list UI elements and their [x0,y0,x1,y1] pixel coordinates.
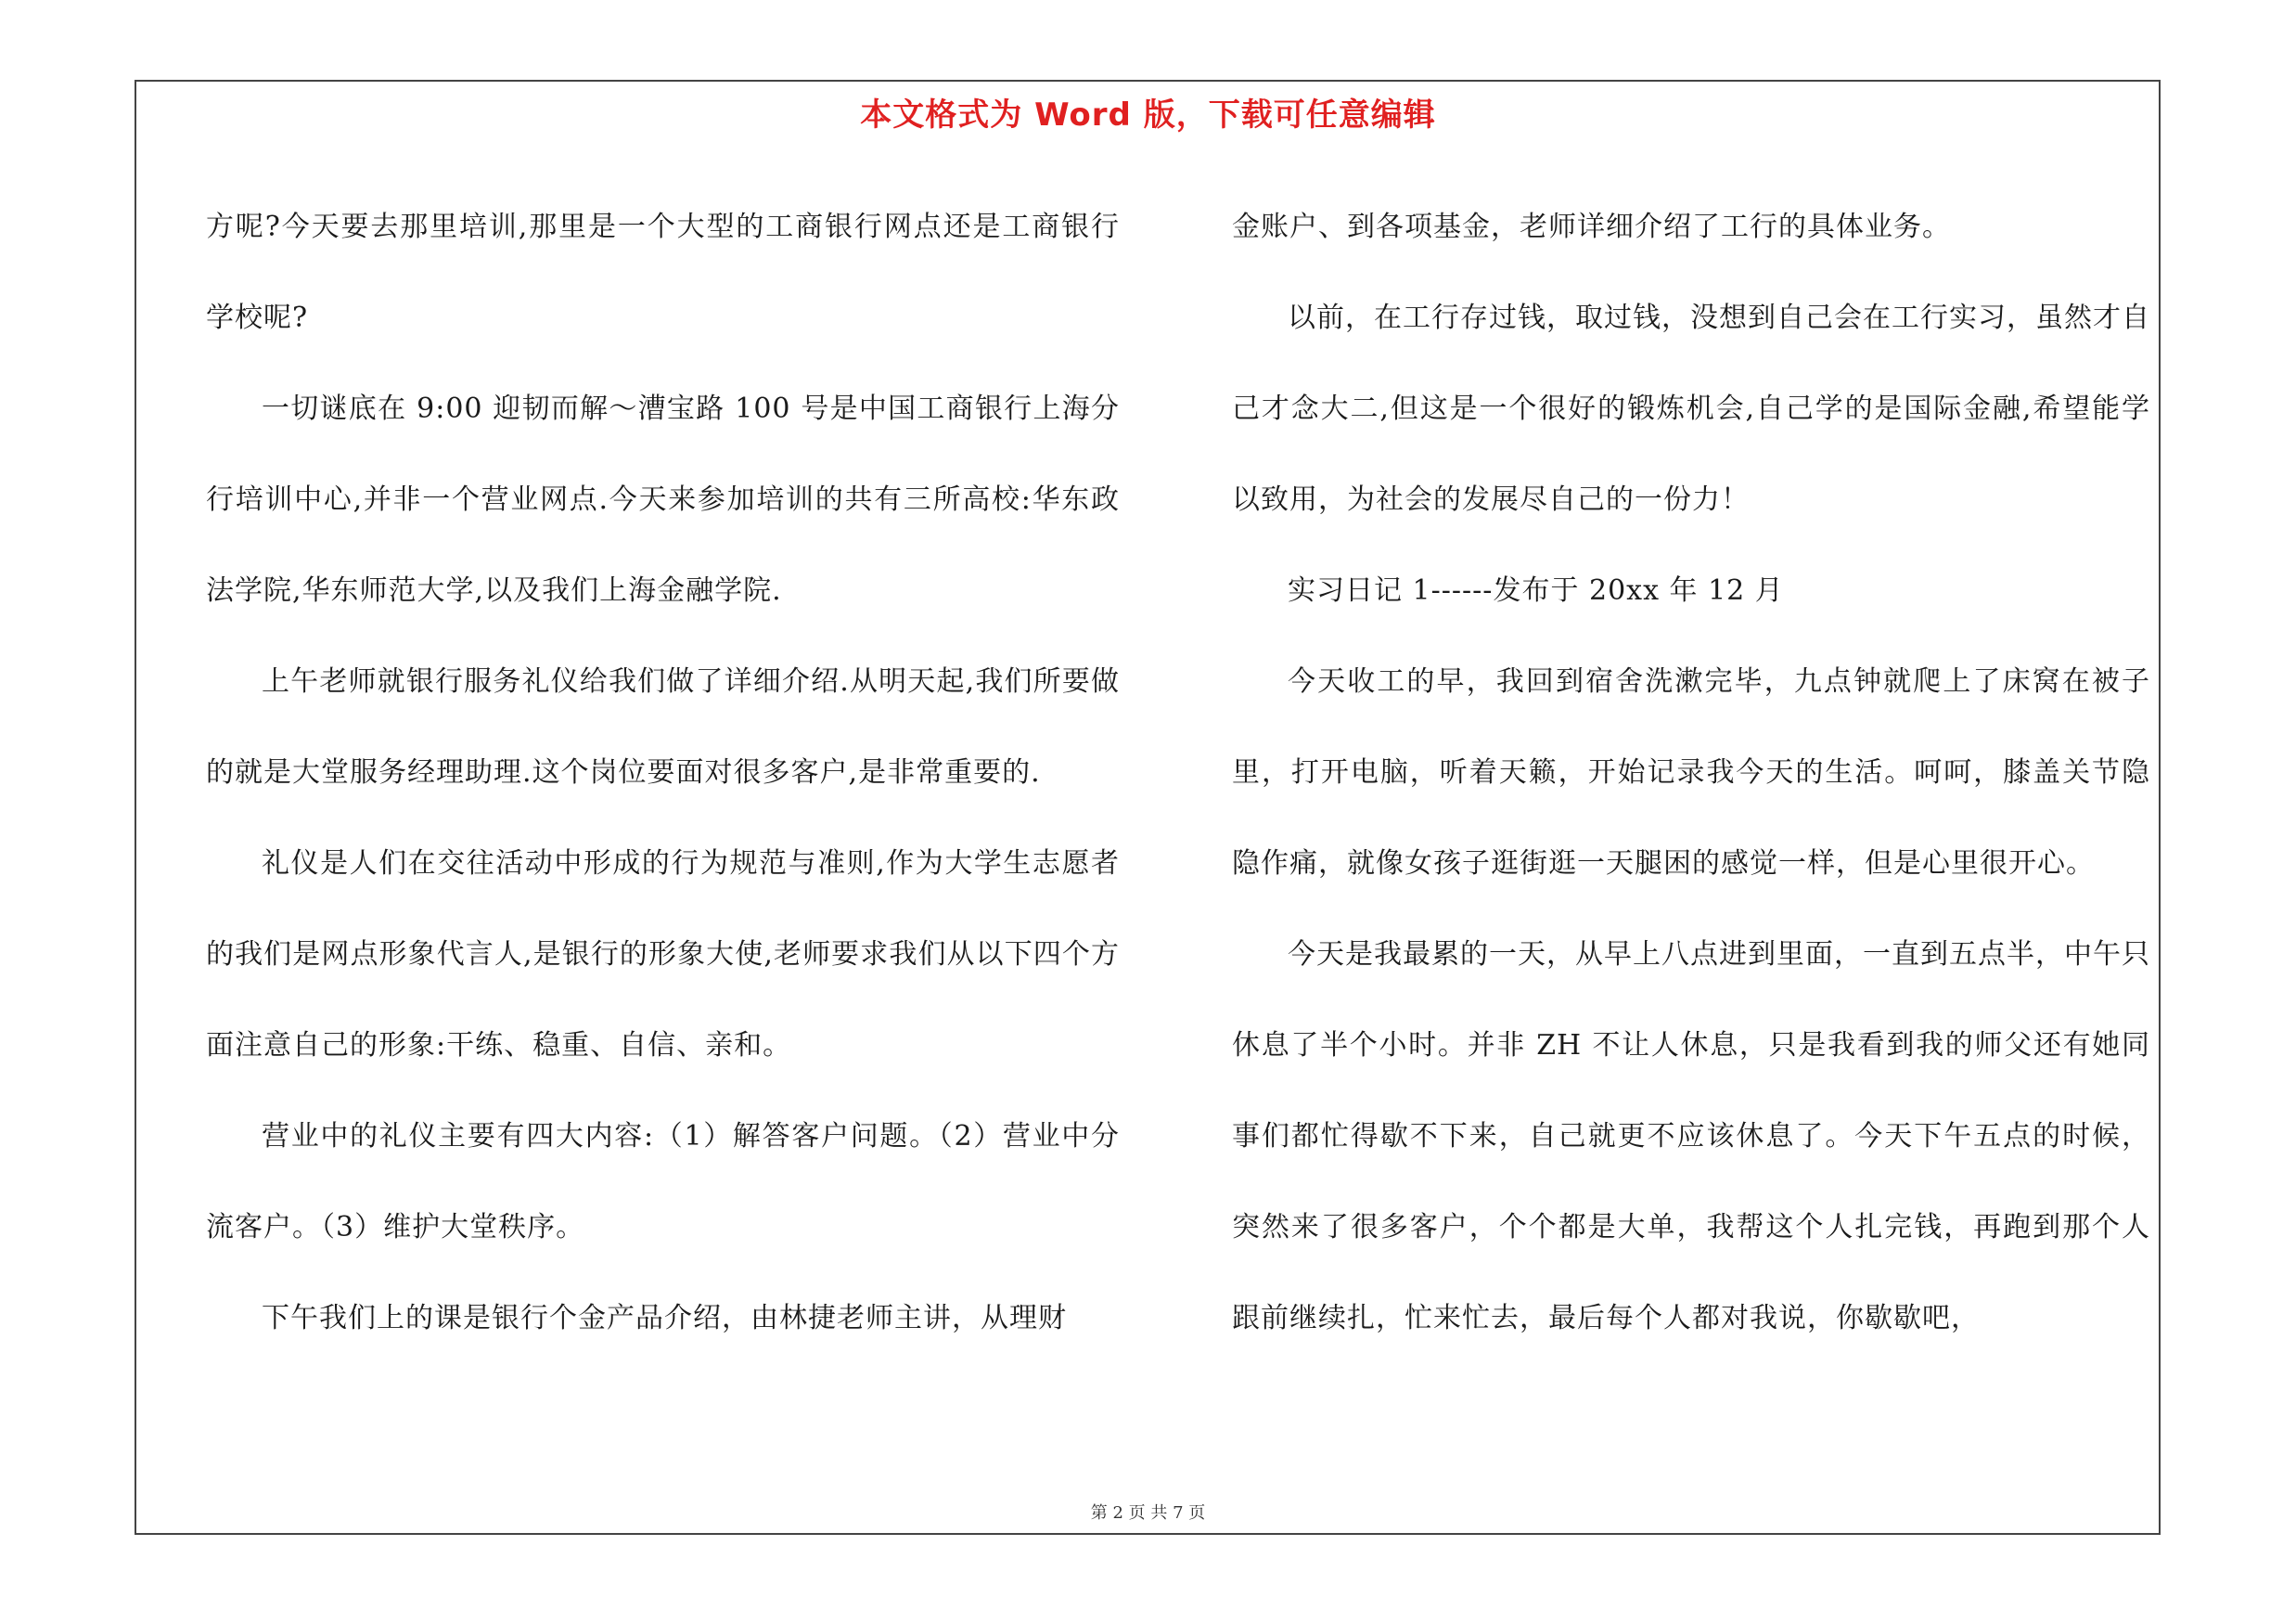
section-heading: 实习日记 1------发布于 20xx 年 12 月 [1288,574,1784,607]
paragraph: 一切谜底在 9:00 迎韧而解～漕宝路 100 号是中国工商银行上海分行培训中心,并非一个营业网点.今天来参加培训的共有三所高校:华东政法学院,华东师范大学,以及我们上海金融学院. [206,393,1120,607]
paragraph: 今天是我最累的一天，从早上八点进到里面，一直到五点半，中午只休息了半个小时。并非 ZH 不让人休息，只是我看到我的师父还有她同事们都忙得歇不下来，自己就更不应该休息了。今天下午五点的时候，突然来了很多客户，个个都是大单，我帮这个人扎完钱，再跑到那个人跟前继续扎，忙来忙去，最后每个人都对我说，你歇歇吧， [1232,938,2150,1334]
column-right [1232,182,2150,1364]
paragraph: 金账户、到各项基金，老师详细介绍了工行的具体业务。 [1232,211,1951,243]
paragraph: 今天收工的早，我回到宿舍洗漱完毕，九点钟就爬上了床窝在被子里，打开电脑，听着天籁，开始记录我今天的生活。呵呵，膝盖关节隐隐作痛，就像女孩子逛街逛一天腿困的感觉一样，但是心里很开心。 [1232,665,2150,880]
paragraph: 礼仪是人们在交往活动中形成的行为规范与准则,作为大学生志愿者的我们是网点形象代言人,是银行的形象大使,老师要求我们从以下四个方面注意自己的形象:干练、稳重、自信、亲和。 [206,847,1120,1062]
paragraph: 下午我们上的课是银行个金产品介绍，由林捷老师主讲，从理财 [262,1302,1067,1334]
page-footer: 第 2 页 共 7 页 [1090,1503,1206,1523]
header-banner: 本文格式为 Word 版，下载可任意编辑 [860,97,1436,134]
paragraph: 上午老师就银行服务礼仪给我们做了详细介绍.从明天起,我们所要做的就是大堂服务经理助理.这个岗位要面对很多客户,是非常重要的. [206,665,1120,789]
column-left [206,182,1120,1364]
paragraph: 以前，在工行存过钱，取过钱，没想到自己会在工行实习，虽然才自己才念大二,但这是一个很好的锻炼机会,自己学的是国际金融,希望能学以致用，为社会的发展尽自己的一份力！ [1232,302,2150,516]
paragraph: 营业中的礼仪主要有四大内容:（1）解答客户问题。（2）营业中分流客户。（3）维护大堂秩序。 [206,1120,1120,1243]
paragraph: 方呢?今天要去那里培训,那里是一个大型的工商银行网点还是工商银行学校呢? [206,211,1120,334]
